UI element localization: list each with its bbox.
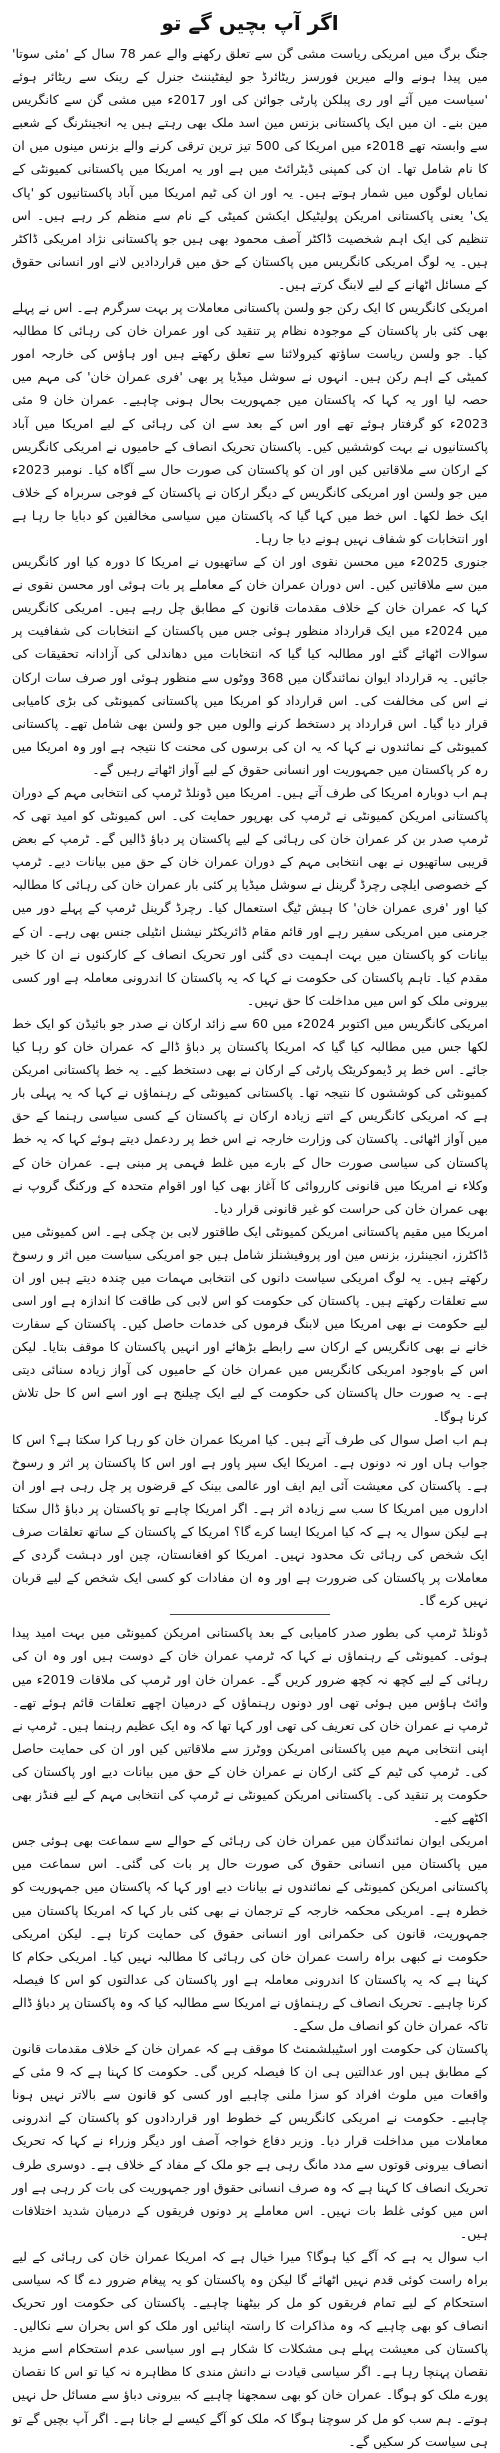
article-body-part-1 bbox=[12, 42, 488, 1612]
article-paragraph: پاکستان کی حکومت اور اسٹیبلشمنٹ کا موقف ہے کہ عمران خان کے خلاف مقدمات قانون کے مطابق ہیں اور عدالتیں ہی ان کا فیصلہ کریں گی۔ حکومت کا کہنا ہے کہ 9 مئی کے واقعات میں ملوث افراد کو سزا ملنی چاہیے اور کسی کو قانون سے بالاتر نہیں ہونا چاہیے۔ حکومت نے امریکی کانگریس کے خطوط اور قراردادوں کو پاکستان کے اندرونی معاملات میں مداخلت قرار دیا۔ وزیر دفاع خواجہ آصف اور دیگر وزراء نے کہا کہ تحریک انصاف بیرونی قوتوں سے مدد مانگ رہی ہے جو ملک کے مفاد کے خلاف ہے۔ دوسری طرف تحریک انصاف کا کہنا ہے کہ وہ صرف انسانی حقوق اور جمہوریت کی بات کر رہی ہے اور اس میں کوئی غلط بات نہیں۔ اس معاملے پر دونوں فریقوں کے درمیان شدید اختلافات ہیں۔ bbox=[12, 2041, 488, 2241]
article-paragraph: ہم اب اصل سوال کی طرف آتے ہیں۔ کیا امریکا عمران خان کو رہا کرا سکتا ہے؟ اس کا جواب ہاں اور نہ دونوں ہے۔ امریکا ایک سپر پاور ہے اور اس کا پاکستان پر اثر و رسوخ ہے۔ پاکستان کی معیشت آئی ایم ایف اور عالمی بینک کے قرضوں پر چل رہی ہے اور ان اداروں میں امریکا کا سب سے زیادہ اثر ہے۔ اگر امریکا چاہے تو پاکستان پر دباؤ ڈال سکتا ہے لیکن سوال یہ ہے کہ کیا امریکا ایسا کرے گا؟ امریکا کے پاکستان کے ساتھ تعلقات صرف ایک شخص کی رہائی تک محدود نہیں۔ امریکا کو افغانستان، چین اور دہشت گردی کے معاملات پر پاکستان کی ضرورت ہے اور وہ ان مفادات کو کسی ایک شخص کے لیے قربان نہیں کرے گا۔ bbox=[12, 1431, 488, 1609]
article-paragraph: جنگ برگ میں امریکی ریاست مشی گن سے تعلق رکھنے والے عمر 78 سال کے 'مئی سوتا' میں پیدا ہونے والے میرین فورسز ریٹائرڈ جو لیفٹیننٹ جنرل کے رینک سے ریٹائر ہوئے 'سیاست میں آئے اور ری پبلکن پارٹی جوائن کی اور 2017ء میں مشی گن سے کانگریس مین بنے۔ ان میں ایک پاکستانی بزنس مین اسد ملک بھی رہتے ہیں یہ انجینئرنگ کے شعبے سے وابستہ تھے 2018ء میں امریکا کی 500 تیز ترین ترقی کرنے والے بزنس مینوں میں ان کا نام شامل تھا۔ ان کی کمپنی ڈیٹرائٹ میں ہے اور یہ امریکا میں پاکستانی کمیونٹی کے نمایاں لوگوں میں شمار ہوتے ہیں۔ یہ اور ان کی ٹیم امریکا میں آباد پاکستانیوں کو 'پاک یک' یعنی پاکستانی امریکن پولیٹیکل ایکشن کمیٹی کے نام سے منظم کر رہے ہیں۔ اس تنظیم کی ایک اہم شخصیت ڈاکٹر آصف محمود بھی ہیں جو پاکستانی نژاد امریکی ڈاکٹر ہیں۔ یہ لوگ امریکی کانگریس میں پاکستان کے حق میں قراردادیں لانے اور انسانی حقوق کے مسائل اٹھانے کے لیے لابنگ کرتے ہیں۔ bbox=[12, 46, 489, 292]
article-paragraph: ہم اب دوبارہ امریکا کی طرف آتے ہیں۔ امریکا میں ڈونلڈ ٹرمپ کی انتخابی مہم کے دوران پاکستانی امریکن کمیونٹی نے ٹرمپ کی بھرپور حمایت کی۔ اس کمیونٹی کو امید تھی کہ ٹرمپ صدر بن کر عمران خان کی رہائی کے لیے پاکستان پر دباؤ ڈالیں گے۔ ٹرمپ کے بعض قریبی ساتھیوں نے بھی انتخابی مہم کے دوران عمران خان کے حق میں بیانات دیے۔ ٹرمپ کے خصوصی ایلچی رچرڈ گرینل نے سوشل میڈیا پر کئی بار عمران خان کی رہائی کا مطالبہ کیا اور 'فری عمران خان' کا ہیش ٹیگ استعمال کیا۔ رچرڈ گرینل ٹرمپ کے پہلے دور میں جرمنی میں امریکی سفیر رہے اور قائم مقام ڈائریکٹر نیشنل انٹیلی جنس بھی رہے۔ ان کے بیانات کو پاکستان میں بہت اہمیت دی گئی اور تحریک انصاف کے کارکنوں نے ان کا خیر مقدم کیا۔ تاہم پاکستان کی حکومت نے کہا کہ یہ پاکستان کا اندرونی معاملہ ہے اور کسی بیرونی ملک کو اس میں مداخلت کا حق نہیں۔ bbox=[12, 785, 488, 1008]
article-body-part-2 bbox=[12, 1621, 488, 2452]
article-paragraph: اب سوال یہ ہے کہ آگے کیا ہوگا؟ میرا خیال ہے کہ امریکا عمران خان کی رہائی کے لیے براہ راست کوئی قدم نہیں اٹھائے گا لیکن وہ پاکستان کو یہ پیغام ضرور دے گا کہ سیاسی استحکام کے لیے تمام فریقوں کو مل کر بیٹھنا چاہیے۔ پاکستان کی حکومت اور تحریک انصاف کو بھی چاہیے کہ وہ مذاکرات کا راستہ اپنائیں اور ملک کو اس بحران سے نکالیں۔ پاکستان کی معیشت پہلے ہی مشکلات کا شکار ہے اور سیاسی عدم استحکام اسے مزید نقصان پہنچا رہا ہے۔ اگر سیاسی قیادت نے دانش مندی کا مظاہرہ نہ کیا تو اس کا نقصان پورے ملک کو ہوگا۔ عمران خان کو بھی سمجھنا چاہیے کہ بیرونی دباؤ سے مسائل حل نہیں ہوتے۔ ہم سب کو مل کر سوچنا ہوگا کہ ملک کو آگے کیسے لے جانا ہے۔ اگر آپ بچیں گے تو ہی سیاست کر سکیں گے۔ bbox=[12, 2248, 488, 2449]
article-paragraph: امریکا میں مقیم پاکستانی امریکن کمیونٹی ایک طاقتور لابی بن چکی ہے۔ اس کمیونٹی میں ڈاکٹرز، انجینئرز، بزنس مین اور پروفیشنلز شامل ہیں جو امریکی سیاست میں اثر و رسوخ رکھتے ہیں۔ یہ لوگ امریکی سیاست دانوں کی انتخابی مہمات میں چندہ دیتے ہیں اور ان سے تعلقات رکھتے ہیں۔ پاکستان کی حکومت کو اس لابی کی طاقت کا اندازہ ہے اور اسی لیے حکومت نے بھی امریکا میں لابنگ فرموں کی خدمات حاصل کیں۔ پاکستان کے سفارت خانے نے بھی کانگریس کے ارکان سے رابطے بڑھائے اور انہیں پاکستان کا موقف بتایا۔ لیکن اس کے باوجود امریکی کانگریس میں عمران خان کے حامیوں کی آواز زیادہ سنائی دیتی ہے۔ یہ صورت حال پاکستان کی حکومت کے لیے ایک چیلنج ہے اور اسے اس کا حل تلاش کرنا ہوگا۔ bbox=[12, 1223, 488, 1424]
article-paragraph: ڈونلڈ ٹرمپ کی بطور صدر کامیابی کے بعد پاکستانی امریکن کمیونٹی میں بہت امید پیدا ہوئی۔ کمیونٹی کے رہنماؤں نے کہا کہ ٹرمپ عمران خان کے دوست ہیں اور وہ ان کی رہائی کے لیے کچھ نہ کچھ ضرور کریں گے۔ عمران خان اور ٹرمپ کی ملاقات 2019ء میں وائٹ ہاؤس میں ہوئی تھی اور دونوں رہنماؤں کے درمیان اچھے تعلقات قائم ہوئے تھے۔ ٹرمپ نے عمران خان کی تعریف کی تھی اور کہا تھا کہ وہ ایک عظیم رہنما ہیں۔ ٹرمپ نے اپنی انتخابی مہم میں پاکستانی امریکن ووٹرز سے ملاقاتیں کیں اور ان کی حمایت حاصل کی۔ ٹرمپ کی ٹیم کے کئی ارکان نے عمران خان کے حق میں بیانات دیے اور پاکستان کی حکومت پر تنقید کی۔ پاکستانی امریکن کمیونٹی نے ٹرمپ کی انتخابی مہم کے لیے فنڈز بھی اکٹھے کیے۔ bbox=[12, 1625, 488, 1826]
section-divider bbox=[170, 1614, 330, 1615]
article-paragraph: امریکی کانگریس میں اکتوبر 2024ء میں 60 سے زائد ارکان نے صدر جو بائیڈن کو ایک خط لکھا جس میں مطالبہ کیا گیا کہ امریکا پاکستان پر دباؤ ڈالے کہ عمران خان کو رہا کیا جائے۔ اس خط پر ڈیموکریٹک پارٹی کے ارکان نے بھی دستخط کیے۔ یہ خط پاکستانی امریکن کمیونٹی کی کوششوں کا نتیجہ تھا۔ پاکستانی کمیونٹی کے رہنماؤں نے کہا کہ یہ پہلی بار ہے کہ امریکی کانگریس کے اتنے زیادہ ارکان نے پاکستان کے کسی سیاسی رہنما کے حق میں آواز اٹھائی۔ پاکستان کی وزارت خارجہ نے اس خط پر ردعمل دیتے ہوئے کہا کہ یہ خط پاکستان کی سیاسی صورت حال کے بارے میں غلط فہمی پر مبنی ہے۔ عمران خان کے وکلاء نے امریکا میں قانونی کارروائی کا آغاز بھی کیا اور اقوام متحدہ کے ورکنگ گروپ نے بھی عمران خان کی حراست کو غیر قانونی قرار دیا۔ bbox=[12, 1015, 489, 1216]
article-paragraph: جنوری 2025ء میں محسن نقوی اور ان کے ساتھیوں نے امریکا کا دورہ کیا اور کانگریس مین سے ملاقاتیں کیں۔ اس دوران عمران خان کے معاملے پر بات ہوئی اور محسن نقوی نے کہا کہ عمران خان کے خلاف مقدمات قانون کے مطابق چل رہے ہیں۔ امریکی کانگریس میں 2024ء میں ایک قرارداد منظور ہوئی جس میں پاکستان کے انتخابات کی شفافیت پر سوالات اٹھائے گئے اور مطالبہ کیا گیا کہ انتخابات میں دھاندلی کی آزادانہ تحقیقات کی جائیں۔ یہ قرارداد ایوان نمائندگان میں 368 ووٹوں سے منظور ہوئی اور صرف سات ارکان نے اس کی مخالفت کی۔ اس قرارداد کو امریکا میں پاکستانی کمیونٹی کی بڑی کامیابی قرار دیا گیا۔ اس قرارداد پر دستخط کرنے والوں میں جو ولسن بھی شامل تھے۔ پاکستانی کمیونٹی کے نمائندوں نے کہا کہ یہ ان کی برسوں کی محنت کا نتیجہ ہے اور وہ امریکا میں رہ کر پاکستان میں جمہوریت اور انسانی حقوق کے لیے آواز اٹھاتے رہیں گے۔ bbox=[12, 554, 488, 777]
article-headline: اگر آپ بچیں گے تو bbox=[161, 11, 339, 35]
article-paragraph: امریکی کانگریس کا ایک رکن جو ولسن پاکستانی معاملات پر بہت سرگرم ہے۔ اس نے پہلے بھی کئی بار پاکستان کے موجودہ نظام پر تنقید کی اور عمران خان کی رہائی کا مطالبہ کیا۔ جو ولسن ریاست ساؤتھ کیرولائنا سے تعلق رکھتے ہیں اور ہاؤس کی خارجہ امور کمیٹی کے اہم رکن ہیں۔ انہوں نے سوشل میڈیا پر بھی 'فری عمران خان' کی مہم میں حصہ لیا اور یہ کہا کہ پاکستان میں جمہوریت بحال ہونی چاہیے۔ عمران خان 9 مئی 2023ء کو گرفتار ہوئے تھے اور اس کے بعد سے ان کی رہائی کے لیے امریکا میں آباد پاکستانیوں نے بہت کوششیں کیں۔ پاکستان تحریک انصاف کے حامیوں نے امریکی کانگریس کے ارکان سے ملاقاتیں کیں اور ان کو پاکستان کی صورت حال سے آگاہ کیا۔ نومبر 2023ء میں جو ولسن اور امریکی کانگریس کے دیگر ارکان نے پاکستان کے فوجی سربراہ کے خلاف ایک خط لکھا۔ اس خط میں کہا گیا کہ پاکستان میں سیاسی مخالفین کو دبایا جا رہا ہے اور انتخابات کو شفاف نہیں ہونے دیا جا رہا۔ bbox=[12, 300, 489, 546]
article-paragraph: امریکی ایوان نمائندگان میں عمران خان کی رہائی کے حوالے سے سماعت بھی ہوئی جس میں پاکستان میں انسانی حقوق کی صورت حال پر بات کی گئی۔ اس سماعت میں پاکستانی امریکن کمیونٹی کے نمائندوں نے بیانات دیے اور کہا کہ پاکستان میں جمہوریت کو خطرہ ہے۔ امریکی محکمہ خارجہ کے ترجمان نے بھی کئی بار کہا کہ امریکا پاکستان میں جمہوریت، قانون کی حکمرانی اور انسانی حقوق کی حمایت کرتا ہے۔ لیکن امریکی حکومت نے کبھی براہ راست عمران خان کی رہائی کا مطالبہ نہیں کیا۔ امریکی حکام کا کہنا ہے کہ یہ پاکستان کا اندرونی معاملہ ہے اور پاکستان کی عدالتوں کو اس کا فیصلہ کرنا چاہیے۔ تحریک انصاف کے رہنماؤں نے امریکا سے مطالبہ کیا کہ وہ پاکستان پر دباؤ ڈالے تاکہ عمران خان کو انصاف مل سکے۔ bbox=[12, 1833, 488, 2033]
